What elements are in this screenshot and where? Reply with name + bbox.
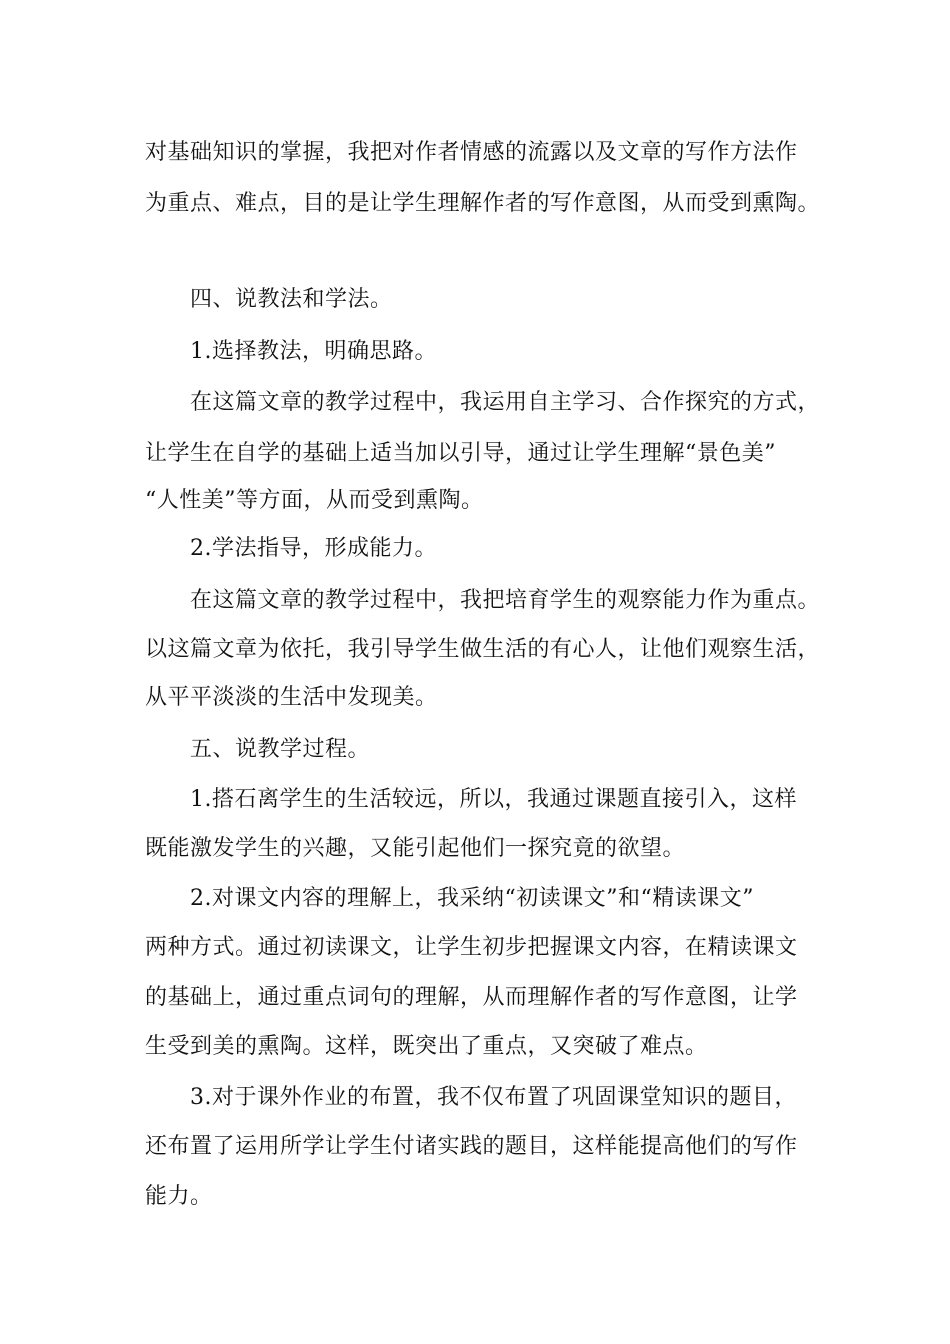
paragraph-line: 以这篇文章为依托，我引导学生做生活的有心人，让他们观察生活， — [145, 637, 821, 662]
paragraph-line: 对基础知识的掌握，我把对作者情感的流露以及文章的写作方法作 — [145, 140, 798, 165]
paragraph-line: 1.搭石离学生的生活较远，所以，我通过课题直接引入，这样 — [190, 787, 797, 812]
paragraph-line: 既能激发学生的兴趣，又能引起他们一探究竟的欲望。 — [145, 836, 686, 861]
paragraph-line: “人性美”等方面，从而受到熏陶。 — [145, 488, 484, 513]
paragraph-line: 在这篇文章的教学过程中，我把培育学生的观察能力作为重点。 — [190, 588, 821, 613]
paragraph-line: 在这篇文章的教学过程中，我运用自主学习、合作探究的方式， — [190, 390, 821, 415]
subsection-heading: 2.学法指导，形成能力。 — [190, 536, 437, 561]
paragraph-line: 2.对课文内容的理解上，我采纳“初读课文”和“精读课文” — [190, 886, 754, 911]
paragraph-line: 为重点、难点，目的是让学生理解作者的写作意图，从而受到熏陶。 — [145, 191, 821, 216]
paragraph-line: 两种方式。通过初读课文，让学生初步把握课文内容，在精读课文 — [145, 935, 798, 960]
paragraph-line: 的基础上，通过重点词句的理解，从而理解作者的写作意图，让学 — [145, 985, 798, 1010]
paragraph-line: 让学生在自学的基础上适当加以引导，通过让学生理解“景色美” — [145, 441, 776, 466]
section-heading: 四、说教法和学法。 — [190, 287, 393, 312]
section-heading: 五、说教学过程。 — [190, 737, 371, 762]
paragraph-line: 3.对于课外作业的布置，我不仅布置了巩固课堂知识的题目， — [190, 1085, 797, 1110]
paragraph-line: 还布置了运用所学让学生付诸实践的题目，这样能提高他们的写作 — [145, 1134, 798, 1159]
paragraph-line: 能力。 — [145, 1184, 213, 1209]
subsection-heading: 1.选择教法，明确思路。 — [190, 339, 437, 364]
paragraph-line: 从平平淡淡的生活中发现美。 — [145, 685, 438, 710]
paragraph-line: 生受到美的熏陶。这样，既突出了重点，又突破了难点。 — [145, 1034, 708, 1059]
